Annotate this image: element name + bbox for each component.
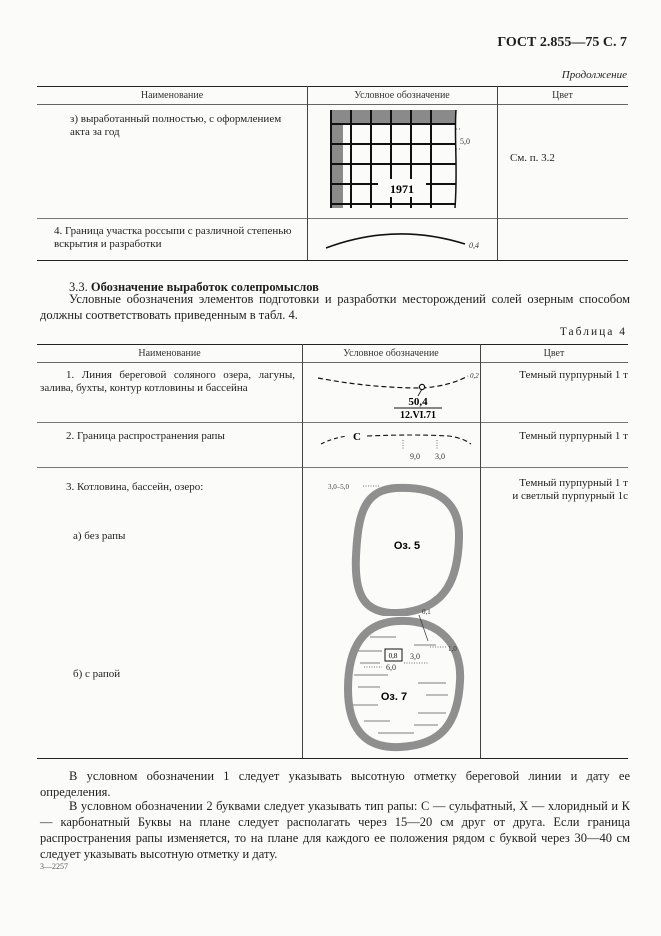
- brine-basin-label: Оз. 7: [380, 691, 408, 703]
- table-col-divider: [497, 86, 498, 260]
- t4-col-header-symbol: Условное обозначение: [343, 348, 439, 359]
- basin-dry-label: Оз. 5: [393, 540, 421, 552]
- t4-col-header-name: Наименование: [138, 348, 201, 359]
- table-header-rule: [37, 104, 628, 105]
- table-col-divider: [307, 86, 308, 260]
- brine-basin-dim-top: 0,1: [422, 608, 431, 616]
- brine-dim-2: 3,0: [435, 452, 445, 461]
- brine-basin-box: 0,8: [388, 652, 398, 660]
- shoreline-symbol: [310, 366, 480, 418]
- grid-year-label: 1971: [390, 182, 414, 196]
- table4-col-divider: [480, 344, 481, 758]
- shoreline-dim: 0,2: [470, 372, 479, 380]
- t4-row2-name: 2. Граница распространения рапы: [66, 430, 225, 442]
- brine-basin-dim-3: 3,0: [410, 652, 420, 661]
- section-number: 3.3.: [69, 280, 88, 294]
- basin-brine-symbol: [318, 605, 478, 755]
- continuation-label: Продолжение: [561, 69, 627, 81]
- table-bottom-rule: [37, 260, 628, 261]
- brine-letter: С: [353, 431, 361, 443]
- t4-row3-sub-b: б) с рапой: [73, 668, 121, 680]
- boundary-arc-symbol: [320, 226, 490, 254]
- shoreline-elev: 50,4: [408, 396, 428, 408]
- table4-caption: Таблица 4: [559, 326, 627, 338]
- basin-dims: 3,0–5,0: [328, 483, 349, 491]
- row-name: 4. Граница участка россыпи с различной степенью вскрытия и разработки: [54, 225, 292, 250]
- table4-bottom-rule: [37, 758, 628, 759]
- t4-row3-sub-a: а) без рапы: [73, 530, 126, 542]
- table-row-rule: [37, 218, 628, 219]
- table4-top-rule: [37, 344, 628, 345]
- page-header: ГОСТ 2.855—75 С. 7: [497, 35, 627, 50]
- table4-row-rule: [37, 422, 628, 423]
- grid-dim-label: 5,0: [460, 137, 470, 146]
- page-code: 3—2257: [40, 862, 68, 871]
- table4-col-divider: [302, 344, 303, 758]
- brine-dim-1: 9,0: [410, 452, 420, 461]
- brine-basin-dim-6: 6,0: [386, 663, 396, 672]
- section-title: Обозначение выработок солепромыслов: [90, 280, 319, 294]
- row-color: См. п. 3.2: [510, 152, 555, 164]
- basin-dry-symbol: [318, 476, 478, 616]
- row-name: з) выработанный полностью, с оформлением акта за год: [70, 113, 282, 138]
- t4-col-header-color: Цвет: [543, 348, 565, 359]
- worked-out-grid-symbol: [320, 107, 470, 212]
- table-top-rule: [37, 86, 628, 87]
- col-header-symbol: Условное обозначение: [354, 90, 450, 101]
- table4-row-rule: [37, 467, 628, 468]
- table4-header-rule: [37, 362, 628, 363]
- brine-boundary-symbol: [315, 426, 477, 464]
- t4-row3-color2: и светлый пурпурный 1с: [512, 490, 628, 502]
- t4-row3-name: 3. Котловина, бассейн, озеро:: [66, 481, 204, 493]
- footer-paragraph-1: В условном обозначении 1 следует указывать высотную отметку береговой линии и дату ее определения.: [40, 769, 630, 799]
- col-header-name: Наименование: [140, 90, 204, 101]
- arc-dim-label: 0,4: [469, 241, 479, 250]
- brine-basin-dim-1: 1,0: [448, 645, 457, 653]
- col-header-color: Цвет: [552, 90, 573, 101]
- shoreline-date: 12.VI.71: [399, 410, 437, 418]
- t4-row1-name: 1. Линия береговой соляного озера, лагуны, залива, бухты, контур котловины и бассейна: [40, 369, 295, 394]
- t4-row1-color: Темный пурпурный 1 т: [519, 369, 628, 381]
- t4-row2-color: Темный пурпурный 1 т: [519, 430, 628, 442]
- footer-paragraph-2: В условном обозначении 2 буквами следует указывать тип рапы: С — сульфатный, Х — хлоридный и К — карбонатный Буквы на плане следует располагать через 15—20 см друг от друга. Если граница распространения рапы изменяется, то на плане для каждого ее положения рядом с буквой через 30—40 см следует указывать высотную отметку и дату.: [40, 799, 630, 861]
- section-paragraph: Условные обозначения элементов подготовки и разработки месторождений солей озерным способом должны соответствовать приведенным в табл. 4.: [40, 292, 630, 322]
- t4-row3-color1: Темный пурпурный 1 т: [519, 477, 628, 489]
